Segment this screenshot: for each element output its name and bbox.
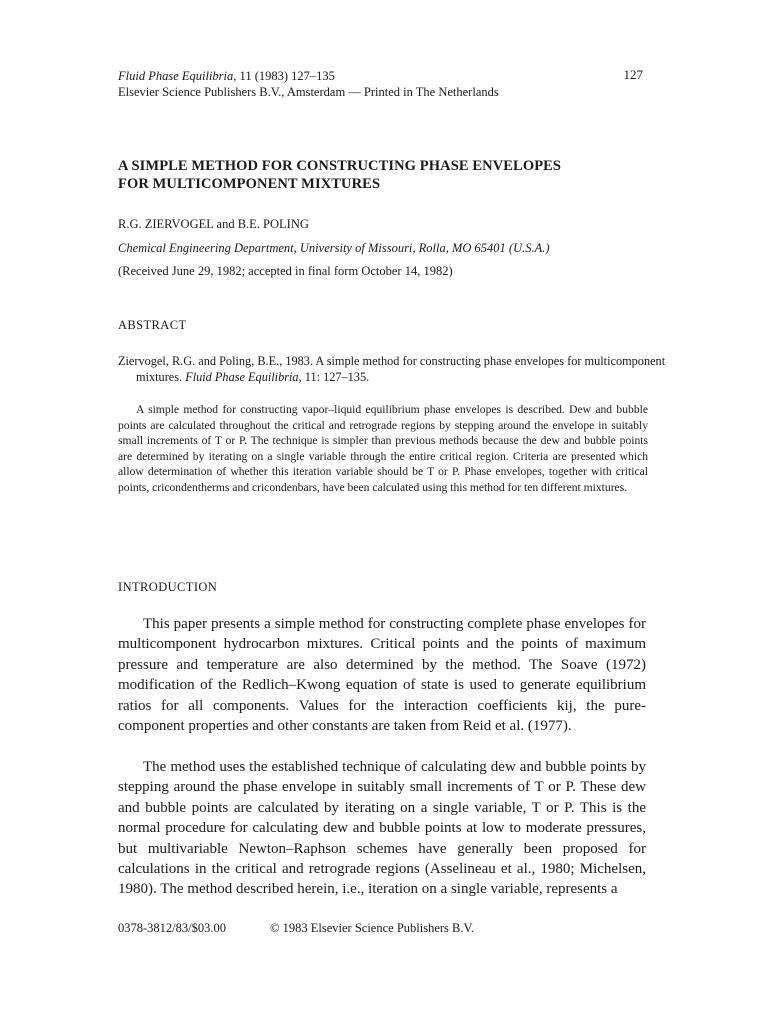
abstract-body: A simple method for constructing vapor–liquid equilibrium phase envelopes is described. Dew and bubble points are calculated throughout the critical and retrograde regions by stepping around the envelope in suitably small increments of T or P. The technique is simpler than previous methods because the dew and bubble points are determined by iterating on a single variable through the entire critical region. Criteria are presented which allow determination of whether this iteration variable should be T or P. Phase envelopes, together with critical points, cricondentherms and cricondenbars, have been calculated using this method for ten different mixtures. <box>118 403 648 494</box>
received-dates: (Received June 29, 1982; accepted in final form October 14, 1982) <box>118 264 453 278</box>
citation-suffix: 11: 127–135. <box>301 370 370 384</box>
citation-journal: Fluid Phase Equilibria, <box>185 370 302 384</box>
title-line-1: A SIMPLE METHOD FOR CONSTRUCTING PHASE ENVELOPES <box>118 158 562 174</box>
journal-name: Fluid Phase Equilibria, <box>118 69 237 83</box>
citation-prefix: Ziervogel, R.G. and Poling, B.E., 1983. A simple method for constructing phase envelopes for multicomponent mixtures. <box>118 354 666 384</box>
title-line-2: FOR MULTICOMPONENT MIXTURES <box>118 176 381 192</box>
publisher-line: Elsevier Science Publishers B.V., Amsterdam — Printed in The Netherlands <box>118 85 499 99</box>
footer-copyright: © 1983 Elsevier Science Publishers B.V. <box>270 921 475 935</box>
abstract-heading: ABSTRACT <box>118 318 187 332</box>
author-list: R.G. ZIERVOGEL and B.E. POLING <box>118 217 309 231</box>
journal-header <box>118 68 335 84</box>
footer-code: 0378-3812/83/$03.00 <box>118 921 226 935</box>
author-affiliation: Chemical Engineering Department, University of Missouri, Rolla, MO 65401 (U.S.A.) <box>118 241 550 255</box>
abstract-citation <box>118 353 666 385</box>
intro-paragraph-2: The method uses the established technique of calculating dew and bubble points by stepping around the phase envelope in suitably small increments of T or P. These dew and bubble points are calculated by iterating on a single variable, T or P. This is the normal procedure for calculating dew and bubble points at low to moderate pressures, but multivariable Newton–Raphson schemes have generally been proposed for calculations in the critical and retrograde regions (Asselineau et al., 1980; Michelsen, 1980). The method described herein, i.e., iteration on a single variable, represents a <box>118 759 646 898</box>
page-number: 127 <box>623 67 643 82</box>
introduction-heading: INTRODUCTION <box>118 580 218 594</box>
article-title <box>118 157 658 193</box>
intro-paragraph-1: This paper presents a simple method for constructing complete phase envelopes for multicomponent hydrocarbon mixtures. Critical points and the points of maximum pressure and temperature are also determined by the method. The Soave (1972) modification of the Redlich–Kwong equation of state is used to generate equilibrium ratios for all components. Values for the interaction coefficients kij, the pure-component properties and other constants are taken from Reid et al. (1977). <box>118 616 646 735</box>
journal-reference: 11 (1983) 127–135 <box>236 69 335 83</box>
